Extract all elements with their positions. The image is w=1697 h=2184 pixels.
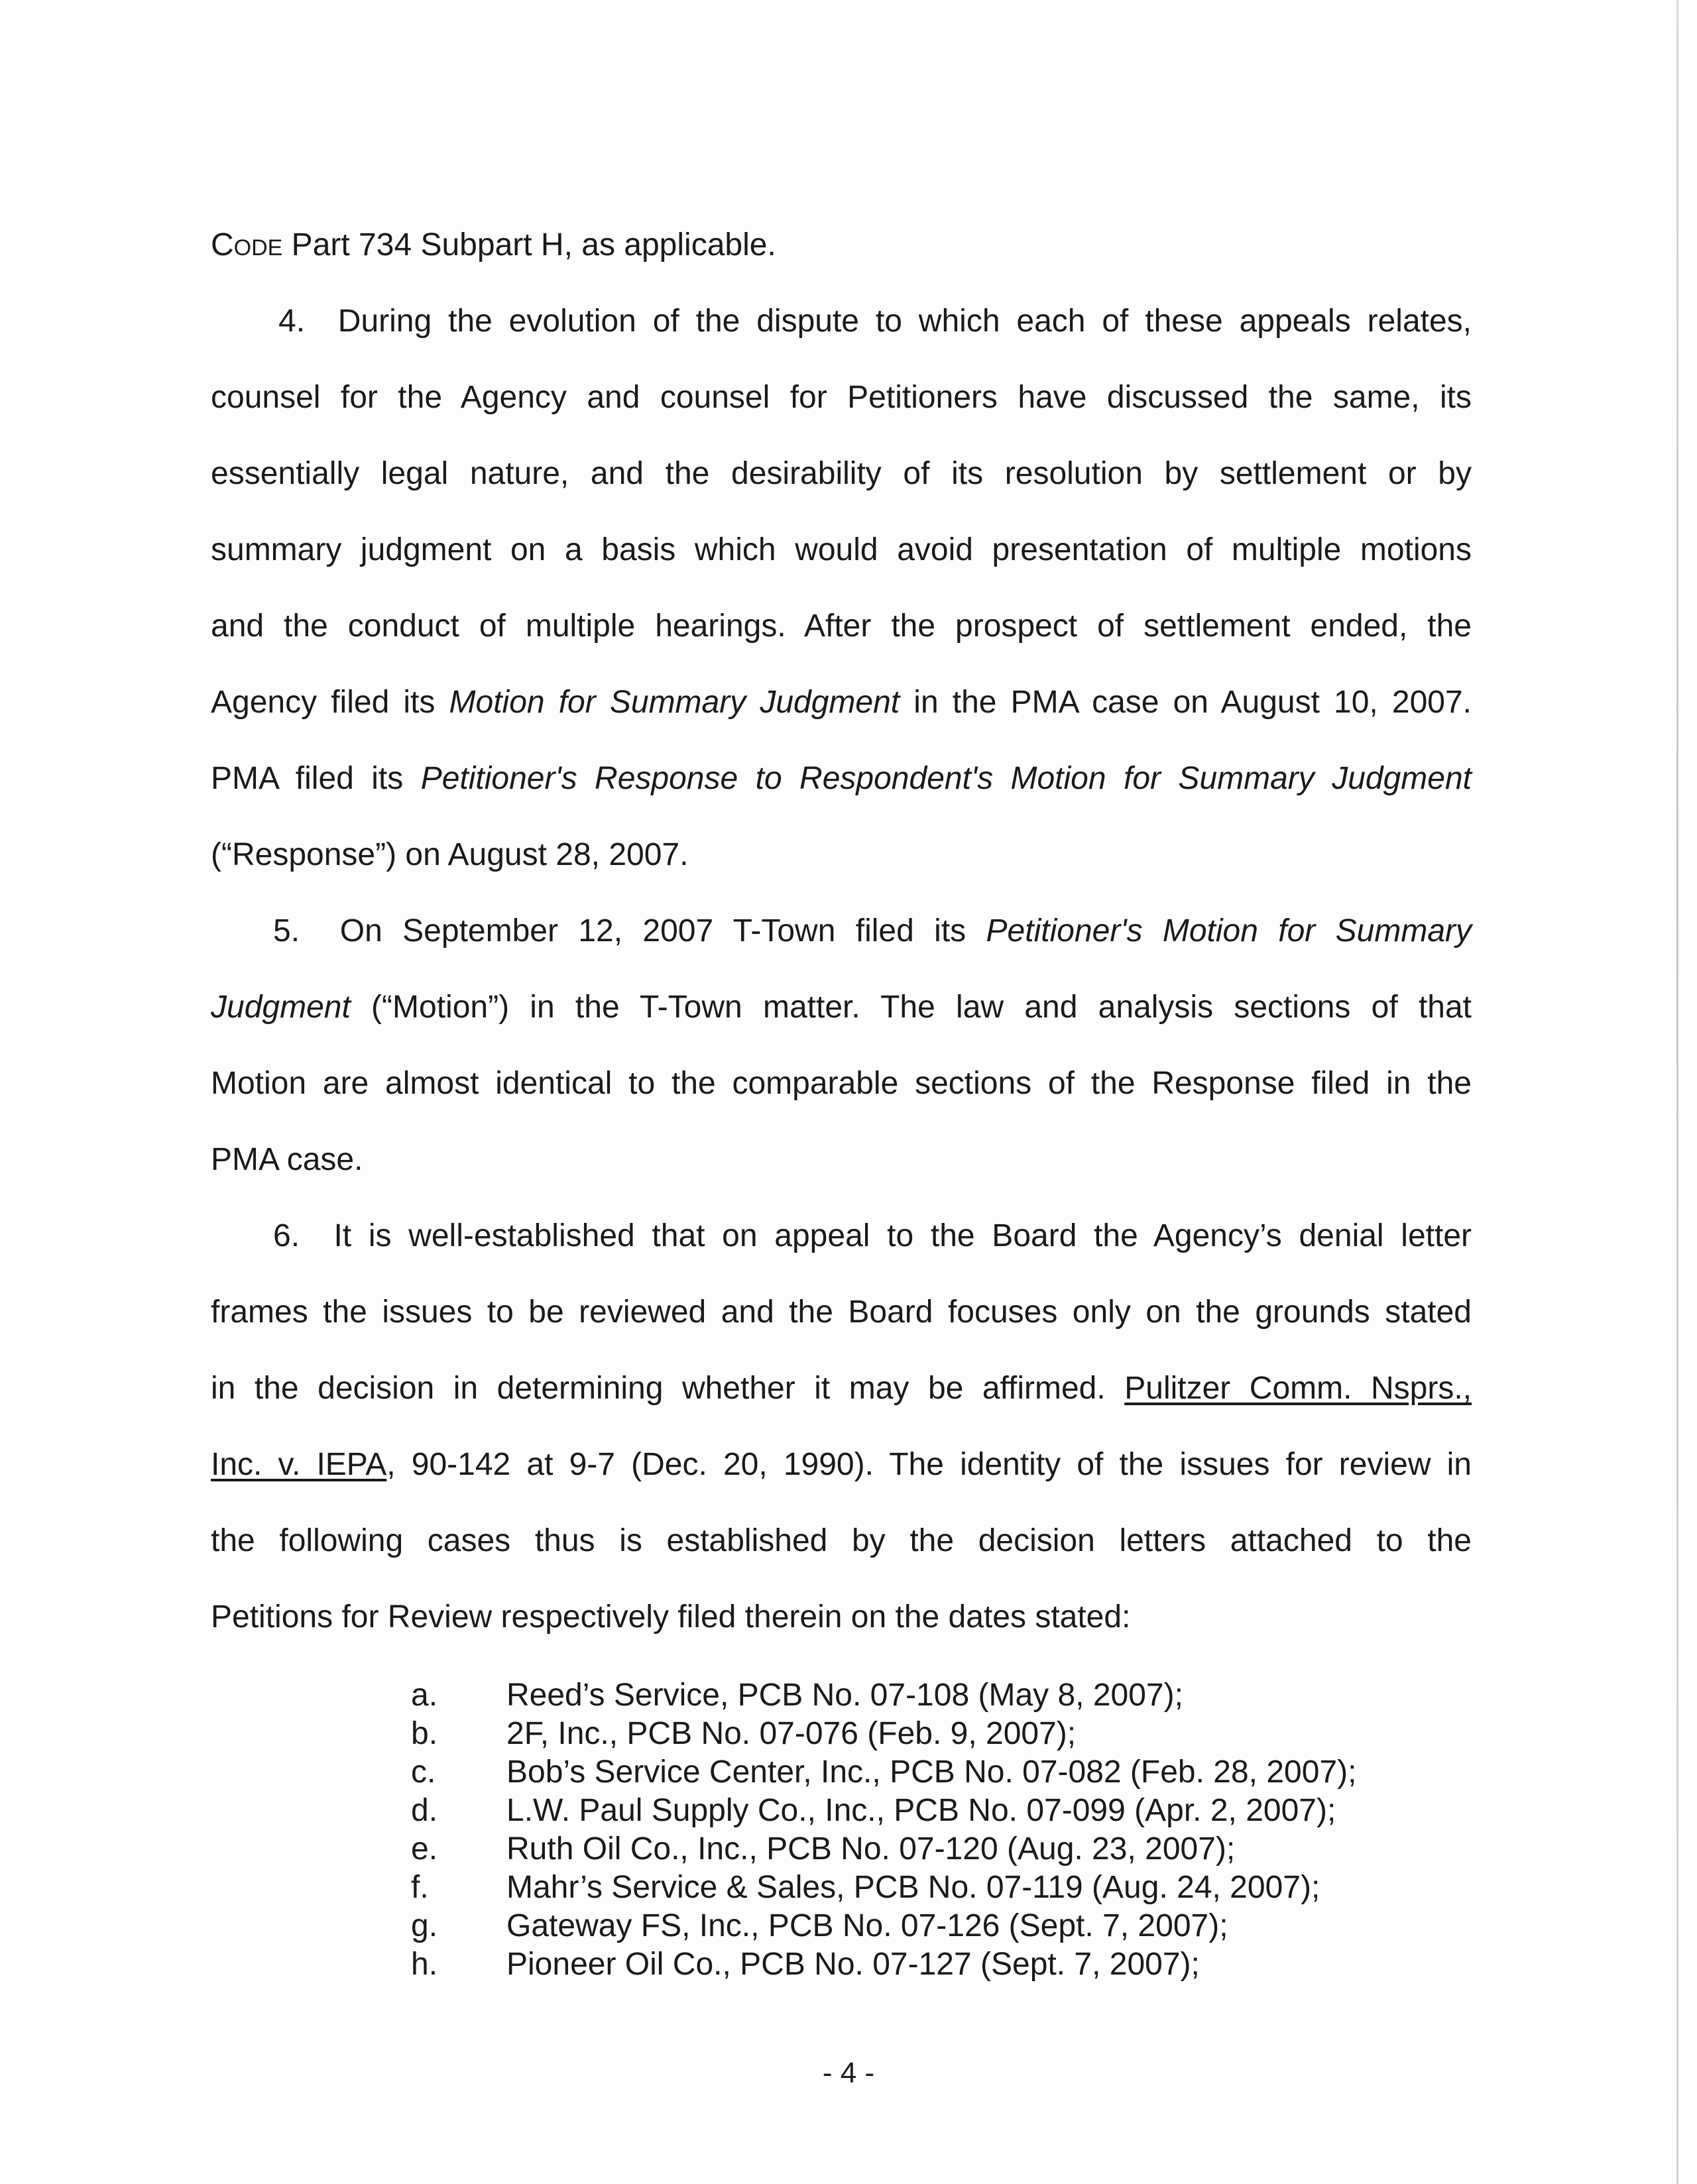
paragraph-4-line-6: Agency filed its Motion for Summary Judgment in the PMA case on August 10, 2007. bbox=[211, 685, 1472, 720]
petitioner-motion-title: Petitioner's Motion for Summary bbox=[986, 913, 1472, 948]
paragraph-6-line-4: Inc. v. IEPA, 90-142 at 9-7 (Dec. 20, 1990). The identity of the issues for review in bbox=[211, 1447, 1472, 1482]
paragraph-5-line-3: Motion are almost identical to the comparable sections of the Response filed in the bbox=[211, 1066, 1472, 1101]
paragraph-6-number: 6. bbox=[273, 1218, 300, 1253]
paragraph-4-line-5: and the conduct of multiple hearings. After the prospect of settlement ended, the bbox=[211, 608, 1472, 644]
paragraph-5-line-4: PMA case. bbox=[211, 1142, 363, 1177]
list-item: b. 2F, Inc., PCB No. 07-076 (Feb. 9, 2007); bbox=[411, 1716, 1077, 1751]
paragraph-6-line-5: the following cases thus is established by the decision letters attached to the bbox=[211, 1523, 1472, 1558]
paragraph-3-tail bbox=[211, 225, 1472, 265]
paragraph-5-number: 5. bbox=[273, 913, 300, 948]
paragraph-4-number: 4. bbox=[278, 304, 306, 339]
paragraph-4-line-4: summary judgment on a basis which would avoid presentation of multiple motions bbox=[211, 532, 1472, 567]
case-citation-pulitzer: Pulitzer Comm. Nsprs., bbox=[1124, 1371, 1472, 1406]
case-citation-iepa: Inc. v. IEPA bbox=[211, 1447, 387, 1482]
list-item: f. Mahr’s Service & Sales, PCB No. 07-119 (Aug. 24, 2007); bbox=[411, 1870, 1320, 1905]
list-item: h. Pioneer Oil Co., PCB No. 07-127 (Sept. 7, 2007); bbox=[411, 1947, 1200, 1982]
paragraph-6-line-6: Petitions for Review respectively filed therein on the dates stated: bbox=[211, 1599, 1131, 1635]
response-title: Petitioner's Response to Respondent's Motion for Summary Judgment bbox=[420, 761, 1472, 796]
paragraph-5-line-2: Judgment (“Motion”) in the T-Town matter. The law and analysis sections of that bbox=[211, 990, 1472, 1025]
paragraph-3-tail-text: Part 734 Subpart H, as applicable. bbox=[282, 227, 776, 262]
scan-edge-shadow bbox=[1676, 0, 1678, 2184]
paragraph-4-line-2: counsel for the Agency and counsel for Petitioners have discussed the same, its bbox=[211, 380, 1472, 415]
paragraph-6-line-3: in the decision in determining whether it may be affirmed. Pulitzer Comm. Nsprs., bbox=[211, 1371, 1472, 1406]
paragraph-6-line-1: 6. It is well-established that on appeal to the Board the Agency’s denial letter bbox=[273, 1216, 1472, 1256]
list-item: d. L.W. Paul Supply Co., Inc., PCB No. 07-099 (Apr. 2, 2007); bbox=[411, 1793, 1336, 1828]
motion-title: Motion for Summary Judgment bbox=[449, 685, 900, 720]
code-word: Code bbox=[211, 227, 283, 262]
list-item: c. Bob’s Service Center, Inc., PCB No. 07-082 (Feb. 28, 2007); bbox=[411, 1754, 1357, 1790]
paragraph-4-line-3: essentially legal nature, and the desirability of its resolution by settlement or by bbox=[211, 456, 1472, 491]
page-number: - 4 - bbox=[822, 2057, 875, 2089]
paragraph-4-line-8: (“Response”) on August 28, 2007. bbox=[211, 837, 689, 872]
paragraph-4-line-1: 4. During the evolution of the dispute to which each of these appeals relates, bbox=[278, 302, 1472, 341]
paragraph-4-line-7: PMA filed its Petitioner's Response to Respondent's Motion for Summary Judgment bbox=[211, 761, 1472, 796]
paragraph-6-line-2: frames the issues to be reviewed and the Board focuses only on the grounds stated bbox=[211, 1294, 1472, 1330]
list-item: e. Ruth Oil Co., Inc., PCB No. 07-120 (Aug. 23, 2007); bbox=[411, 1831, 1236, 1867]
paragraph-5-line-1: 5. On September 12, 2007 T-Town filed its Petitioner's Motion for Summary bbox=[273, 911, 1472, 951]
list-item: a. Reed’s Service, PCB No. 07-108 (May 8, 2007); bbox=[411, 1678, 1183, 1713]
list-item: g. Gateway FS, Inc., PCB No. 07-126 (Sept. 7, 2007); bbox=[411, 1908, 1228, 1943]
